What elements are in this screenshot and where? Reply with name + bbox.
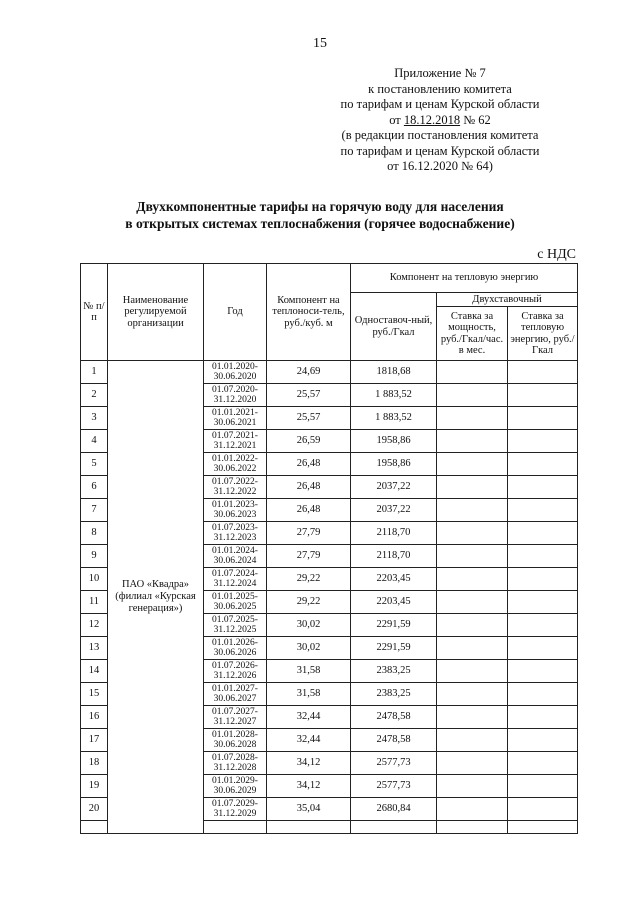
period: 01.01.2028-30.06.2028 (204, 729, 267, 752)
row-number: 14 (81, 660, 108, 683)
appendix-number: № 62 (463, 112, 491, 127)
energy-rate (508, 660, 578, 683)
energy-rate (508, 476, 578, 499)
period: 01.07.2024-31.12.2024 (204, 568, 267, 591)
appendix-line: по тарифам и ценам Курской области (340, 143, 540, 158)
empty-cell (204, 821, 267, 834)
row-number: 18 (81, 752, 108, 775)
empty-cell (351, 821, 437, 834)
single-rate: 2383,25 (351, 660, 437, 683)
appendix-line: от 16.12.2020 № 64) (387, 159, 493, 173)
energy-rate (508, 775, 578, 798)
row-number: 2 (81, 384, 108, 407)
single-rate: 2203,45 (351, 568, 437, 591)
energy-rate (508, 614, 578, 637)
carrier-component: 29,22 (267, 568, 351, 591)
row-number: 3 (81, 407, 108, 430)
empty-cell (437, 821, 508, 834)
period: 01.01.2027-30.06.2027 (204, 683, 267, 706)
carrier-component: 30,02 (267, 637, 351, 660)
row-number: 10 (81, 568, 108, 591)
capacity-rate (437, 545, 508, 568)
carrier-component: 24,69 (267, 361, 351, 384)
header-energy-rate: Ставка за тепловую энергию, руб./Гкал (508, 307, 578, 361)
period: 01.01.2020-30.06.2020 (204, 361, 267, 384)
row-number: 1 (81, 361, 108, 384)
energy-rate (508, 361, 578, 384)
row-number: 15 (81, 683, 108, 706)
capacity-rate (437, 522, 508, 545)
capacity-rate (437, 591, 508, 614)
header-num: № п/п (81, 264, 108, 361)
carrier-component: 27,79 (267, 545, 351, 568)
capacity-rate (437, 798, 508, 821)
period: 01.07.2026-31.12.2026 (204, 660, 267, 683)
single-rate: 1818,68 (351, 361, 437, 384)
single-rate: 2203,45 (351, 591, 437, 614)
carrier-component: 34,12 (267, 752, 351, 775)
table-body (81, 361, 578, 834)
energy-rate (508, 407, 578, 430)
document-title (60, 198, 580, 232)
carrier-component: 26,59 (267, 430, 351, 453)
capacity-rate (437, 407, 508, 430)
carrier-component: 27,79 (267, 522, 351, 545)
carrier-component: 34,12 (267, 775, 351, 798)
carrier-component: 25,57 (267, 384, 351, 407)
row-number: 7 (81, 499, 108, 522)
period: 01.01.2023-30.06.2023 (204, 499, 267, 522)
row-number: 8 (81, 522, 108, 545)
row-number: 20 (81, 798, 108, 821)
single-rate: 2383,25 (351, 683, 437, 706)
capacity-rate (437, 384, 508, 407)
single-rate: 2118,70 (351, 522, 437, 545)
capacity-rate (437, 453, 508, 476)
tariff-table (80, 263, 578, 834)
period: 01.01.2021-30.06.2021 (204, 407, 267, 430)
carrier-component: 26,48 (267, 453, 351, 476)
carrier-component: 35,04 (267, 798, 351, 821)
header-capacity-rate: Ставка за мощность, руб./Гкал/час. в мес. (437, 307, 508, 361)
energy-rate (508, 545, 578, 568)
capacity-rate (437, 637, 508, 660)
row-number: 13 (81, 637, 108, 660)
single-rate: 1 883,52 (351, 384, 437, 407)
carrier-component: 31,58 (267, 660, 351, 683)
capacity-rate (437, 361, 508, 384)
energy-rate (508, 706, 578, 729)
period: 01.07.2029-31.12.2029 (204, 798, 267, 821)
appendix-line: (в редакции постановления комитета (341, 128, 539, 142)
energy-rate (508, 591, 578, 614)
appendix-date: 18.12.2018 (403, 112, 461, 127)
energy-rate (508, 729, 578, 752)
energy-rate (508, 683, 578, 706)
carrier-component: 26,48 (267, 476, 351, 499)
single-rate: 2478,58 (351, 706, 437, 729)
single-rate: 1958,86 (351, 430, 437, 453)
period: 01.07.2027-31.12.2027 (204, 706, 267, 729)
energy-rate (508, 798, 578, 821)
carrier-component: 29,22 (267, 591, 351, 614)
row-number: 4 (81, 430, 108, 453)
single-rate: 1958,86 (351, 453, 437, 476)
period: 01.07.2023-31.12.2023 (204, 522, 267, 545)
single-rate: 2680,84 (351, 798, 437, 821)
row-number: 6 (81, 476, 108, 499)
empty-cell (81, 821, 108, 834)
appendix-date-prefix: от (389, 112, 401, 127)
period: 01.01.2026-30.06.2026 (204, 637, 267, 660)
appendix-line: Приложение № 7 (394, 66, 486, 80)
table-row (81, 361, 578, 384)
period: 01.07.2021-31.12.2021 (204, 430, 267, 453)
single-rate: 2291,59 (351, 637, 437, 660)
header-org: Наименование регулируемой организации (108, 264, 204, 361)
capacity-rate (437, 499, 508, 522)
capacity-rate (437, 683, 508, 706)
single-rate: 2577,73 (351, 752, 437, 775)
carrier-component: 32,44 (267, 729, 351, 752)
row-number: 11 (81, 591, 108, 614)
period: 01.07.2022-31.12.2022 (204, 476, 267, 499)
energy-rate (508, 430, 578, 453)
single-rate: 2037,22 (351, 499, 437, 522)
capacity-rate (437, 568, 508, 591)
header-year: Год (204, 264, 267, 361)
capacity-rate (437, 706, 508, 729)
carrier-component: 25,57 (267, 407, 351, 430)
title-line: Двухкомпонентные тарифы на горячую воду для населения (136, 199, 504, 214)
period: 01.07.2020-31.12.2020 (204, 384, 267, 407)
empty-cell (508, 821, 578, 834)
single-rate: 2037,22 (351, 476, 437, 499)
appendix-date-line (300, 113, 580, 129)
capacity-rate (437, 660, 508, 683)
row-number: 19 (81, 775, 108, 798)
carrier-component: 32,44 (267, 706, 351, 729)
carrier-component: 31,58 (267, 683, 351, 706)
period: 01.01.2029-30.06.2029 (204, 775, 267, 798)
row-number: 9 (81, 545, 108, 568)
row-number: 16 (81, 706, 108, 729)
row-number: 12 (81, 614, 108, 637)
appendix-line: по тарифам и ценам Курской области (340, 97, 540, 111)
row-number: 17 (81, 729, 108, 752)
single-rate: 1 883,52 (351, 407, 437, 430)
period: 01.07.2028-31.12.2028 (204, 752, 267, 775)
capacity-rate (437, 614, 508, 637)
page-number: 15 (313, 36, 327, 51)
header-two-rate: Двухставочный (437, 293, 578, 307)
appendix-line: к постановлению комитета (368, 81, 512, 96)
period: 01.01.2022-30.06.2022 (204, 453, 267, 476)
single-rate: 2291,59 (351, 614, 437, 637)
period: 01.01.2025-30.06.2025 (204, 591, 267, 614)
single-rate: 2577,73 (351, 775, 437, 798)
energy-rate (508, 568, 578, 591)
energy-rate (508, 499, 578, 522)
header-carrier: Компонент на теплоноси-тель, руб./куб. м (267, 264, 351, 361)
title-line: в открытых системах теплоснабжения (горячее водоснабжение) (125, 216, 515, 231)
energy-rate (508, 453, 578, 476)
vat-note: с НДС (537, 247, 576, 262)
single-rate: 2478,58 (351, 729, 437, 752)
appendix-header (300, 66, 580, 175)
organization-name: ПАО «Квадра» (филиал «Курская генерация») (108, 361, 204, 834)
capacity-rate (437, 752, 508, 775)
capacity-rate (437, 430, 508, 453)
carrier-component: 26,48 (267, 499, 351, 522)
period: 01.07.2025-31.12.2025 (204, 614, 267, 637)
header-energy-group: Компонент на тепловую энергию (351, 264, 578, 293)
energy-rate (508, 522, 578, 545)
capacity-rate (437, 729, 508, 752)
energy-rate (508, 637, 578, 660)
energy-rate (508, 752, 578, 775)
period: 01.01.2024-30.06.2024 (204, 545, 267, 568)
carrier-component: 30,02 (267, 614, 351, 637)
capacity-rate (437, 775, 508, 798)
header-single-rate: Одноставоч-ный, руб./Гкал (351, 293, 437, 361)
capacity-rate (437, 476, 508, 499)
energy-rate (508, 384, 578, 407)
row-number: 5 (81, 453, 108, 476)
single-rate: 2118,70 (351, 545, 437, 568)
empty-cell (267, 821, 351, 834)
